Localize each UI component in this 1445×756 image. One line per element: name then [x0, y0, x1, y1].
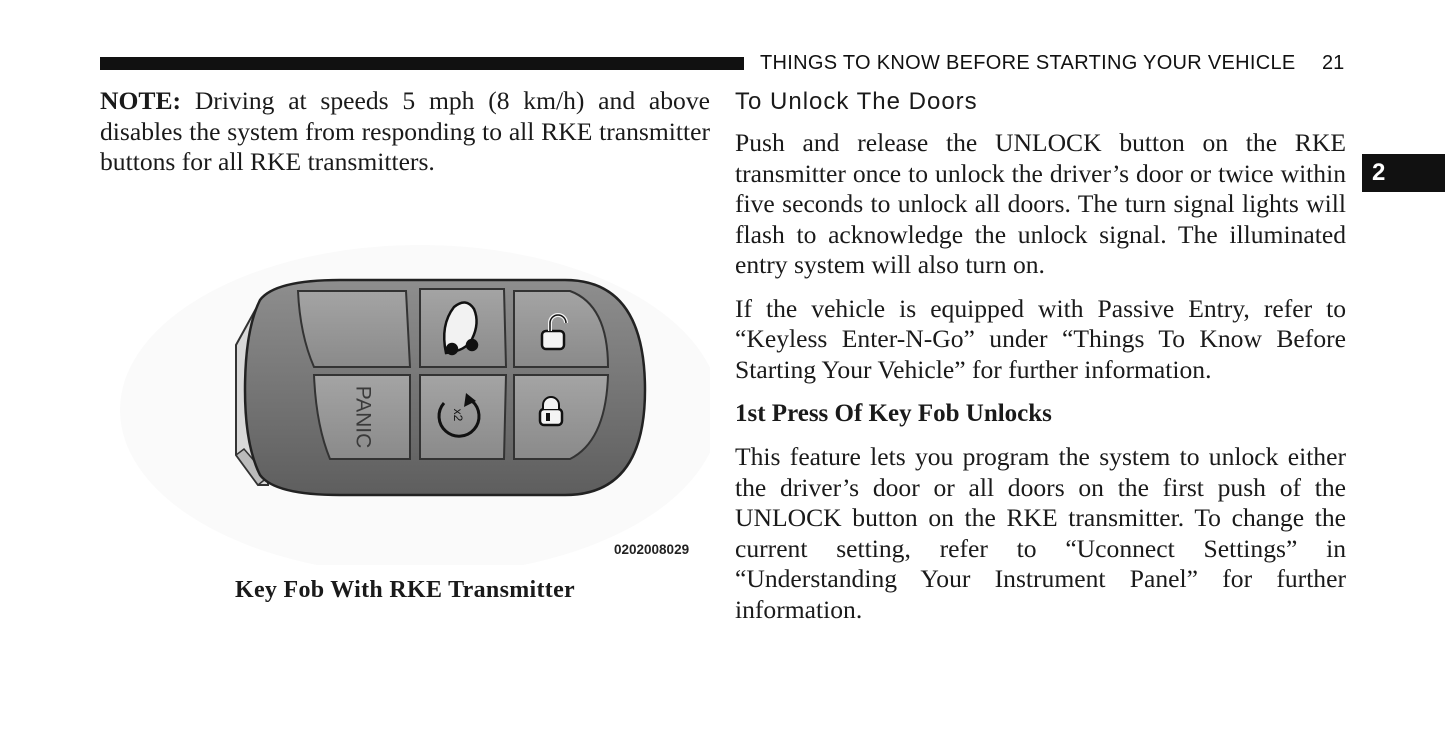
remote-start-label: x2 — [451, 408, 465, 422]
running-header: THINGS TO KNOW BEFORE STARTING YOUR VEHICLE — [760, 52, 1296, 74]
page-number: 21 — [1322, 52, 1345, 74]
note-label: NOTE: — [100, 86, 182, 115]
note-text: Driving at speeds 5 mph (8 km/h) and above disables the system from responding to all RKE transmitter buttons for all RKE transmitters. — [100, 86, 710, 176]
subsection-heading: 1st Press Of Key Fob Unlocks — [735, 400, 1052, 427]
first-press-paragraph: This feature lets you program the system to unlock either the driver’s door or all doors on the first push of the UNLOCK button on the RKE transmitter. To change the current setting, refer to “Uconnect Settings” in “Understanding Your Instrument Panel” for further information. — [735, 442, 1346, 624]
left-column — [100, 86, 710, 178]
header-rule — [100, 57, 744, 70]
key-fob-illustration — [110, 205, 710, 565]
passive-entry-paragraph: If the vehicle is equipped with Passive Entry, refer to “Keyless Enter-N-Go” under “Things To Know Before Starting Your Vehicle” for further information. — [735, 293, 1346, 384]
note-paragraph — [100, 86, 710, 178]
figure-id: 0202008029 — [614, 542, 690, 557]
panic-button-label: PANIC — [351, 385, 375, 449]
unlock-paragraph: Push and release the UNLOCK button on the RKE transmitter once to unlock the driver’s door or twice within five seconds to unlock all doors. The turn signal lights will flash to acknowledge the unlock signal. The illuminated entry system will also turn on. — [735, 128, 1346, 279]
figure-caption: Key Fob With RKE Transmitter — [235, 577, 575, 603]
right-column — [735, 86, 1346, 625]
chapter-tab: 2 — [1362, 154, 1445, 192]
section-heading: To Unlock The Doors — [735, 88, 978, 115]
lock-icon — [540, 397, 562, 425]
key-fob-figure — [110, 205, 710, 565]
